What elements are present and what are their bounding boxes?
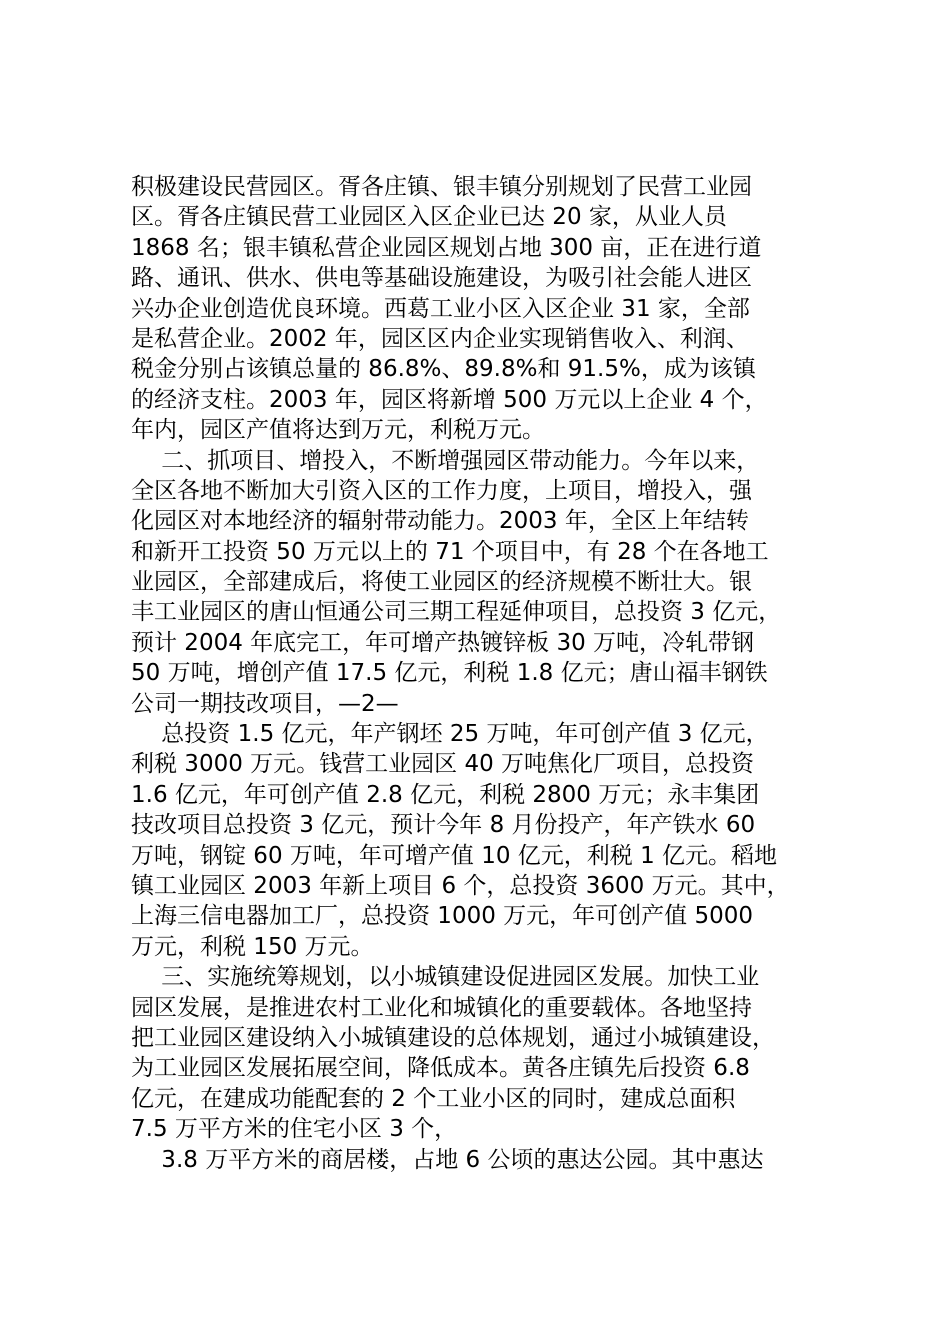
text-line: 全区各地不断加大引资入区的工作力度，上项目，增投入，强 — [131, 477, 752, 504]
text-line: 50 万吨，增创产值 17.5 亿元，利税 1.8 亿元；唐山福丰钢铁 — [131, 660, 768, 687]
text-line: 税金分别占该镇总量的 86.8%、89.8%和 91.5%，成为该镇 — [131, 356, 756, 383]
text-line: 利税 3000 万元。钱营工业园区 40 万吨焦化厂项目，总投资 — [131, 751, 755, 778]
paragraph-start-line: 三、实施统筹规划，以小城镇建设促进园区发展。加快工业 — [131, 964, 760, 991]
text-line: 万吨，钢锭 60 万吨，年可增产值 10 亿元，利税 1 亿元。稻地 — [131, 842, 778, 869]
text-line: 1.6 亿元，年可创产值 2.8 亿元，利税 2800 万元；永丰集团 — [131, 781, 760, 808]
text-line: 兴办企业创造优良环境。西葛工业小区入区企业 31 家，全部 — [131, 295, 750, 322]
text-line: 年内，园区产值将达到万元，利税万元。 — [131, 417, 545, 444]
text-line: 亿元，在建成功能配套的 2 个工业小区的同时，建成总面积 — [131, 1085, 736, 1112]
text-line: 路、通讯、供水、供电等基础设施建设，为吸引社会能人进区 — [131, 265, 752, 292]
text-line: 园区发展，是推进农村工业化和城镇化的重要载体。各地坚持 — [131, 994, 752, 1021]
text-line: 和新开工投资 50 万元以上的 71 个项目中，有 28 个在各地工 — [131, 538, 769, 565]
text-line: 1868 名；银丰镇私营企业园区规划占地 300 亩，正在进行道 — [131, 234, 762, 261]
text-line: 的经济支柱。2003 年，园区将新增 500 万元以上企业 4 个， — [131, 386, 768, 413]
text-line: 丰工业园区的唐山恒通公司三期工程延伸项目，总投资 3 亿元， — [131, 599, 782, 626]
text-line: 把工业园区建设纳入小城镇建设的总体规划，通过小城镇建设， — [131, 1024, 775, 1051]
text-line: 化园区对本地经济的辐射带动能力。2003 年，全区上年结转 — [131, 508, 749, 535]
paragraph-start-line: 总投资 1.5 亿元，年产钢坯 25 万吨，年可创产值 3 亿元， — [131, 721, 769, 748]
text-line: 公司一期技改项目，—2— — [131, 690, 399, 717]
text-line: 为工业园区发展拓展空间，降低成本。黄各庄镇先后投资 6.8 — [131, 1055, 750, 1082]
text-line: 预计 2004 年底完工，年可增产热镀锌板 30 万吨，冷轧带钢 — [131, 629, 755, 656]
text-line: 技改项目总投资 3 亿元，预计今年 8 月份投产，年产铁水 60 — [131, 812, 756, 839]
text-line: 万元，利税 150 万元。 — [131, 933, 374, 960]
paragraph-start-line: 二、抓项目、增投入，不断增强园区带动能力。今年以来， — [131, 447, 760, 474]
paragraph-start-line: 3.8 万平方米的商居楼，占地 6 公顷的惠达公园。其中惠达 — [131, 1146, 764, 1173]
text-line: 业园区，全部建成后，将使工业园区的经济规模不断壮大。银 — [131, 569, 752, 596]
text-line: 上海三信电器加工厂，总投资 1000 万元，年可创产值 5000 — [131, 903, 753, 930]
body-text — [131, 172, 843, 1175]
text-line: 区。胥各庄镇民营工业园区入区企业已达 20 家，从业人员 — [131, 204, 727, 231]
text-line: 积极建设民营园区。胥各庄镇、银丰镇分别规划了民营工业园 — [131, 174, 752, 200]
text-line: 7.5 万平方米的住宅小区 3 个， — [131, 1116, 458, 1143]
text-line: 是私营企业。2002 年，园区区内企业实现销售收入、利润、 — [131, 325, 749, 352]
text-line: 镇工业园区 2003 年新上项目 6 个，总投资 3600 万元。其中， — [131, 872, 790, 899]
